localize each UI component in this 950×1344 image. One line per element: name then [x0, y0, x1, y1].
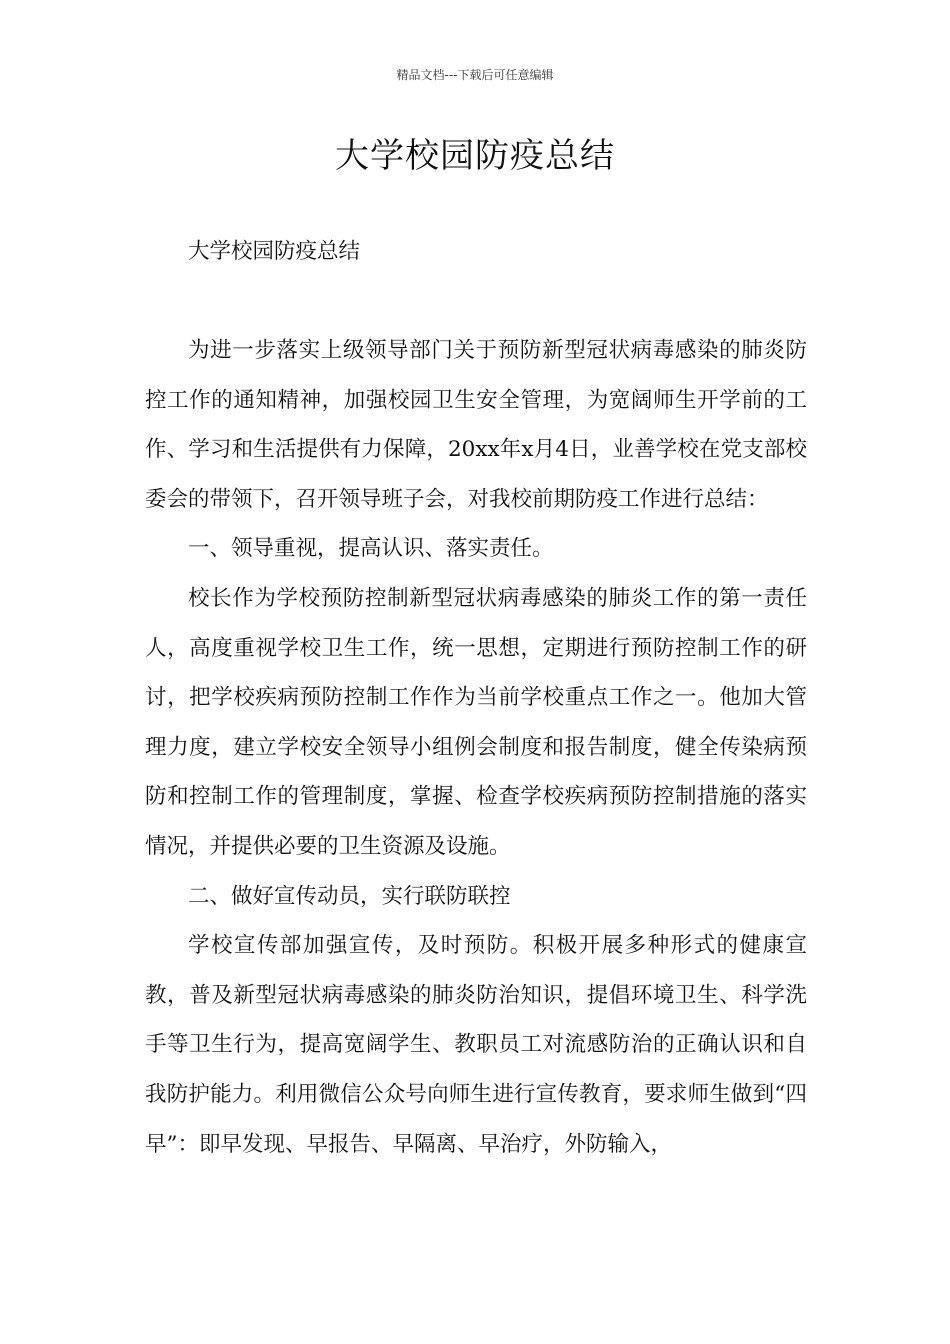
header-note: 精品文档---下载后可任意编辑 [396, 68, 554, 82]
document-body [145, 326, 807, 1169]
paragraph-intro: 为进一步落实上级领导部门关于预防新型冠状病毒感染的肺炎防控工作的通知精神，加强校园卫生安全管理，为宽阔师生开学前的工作、学习和生活提供有力保障，20xx年x月4日，业善学校在党支部校委会的带领下，召开领导班子会，对我校前期防疫工作进行总结： [145, 338, 807, 512]
paragraph-section-1: 校长作为学校预防控制新型冠状病毒感染的肺炎工作的第一责任人，高度重视学校卫生工作，统一思想，定期进行预防控制工作的研讨，把学校疾病预防控制工作作为当前学校重点工作之一。他加大管理力度，建立学校安全领导小组例会制度和报告制度，健全传染病预防和控制工作的管理制度，掌握、检查学校疾病预防控制措施的落实情况，并提供必要的卫生资源及设施。 [145, 585, 807, 859]
section-heading-2: 二、做好宣传动员，实行联防联控 [188, 883, 511, 909]
section-heading-1: 一、领导重视，提高认识、落实责任。 [188, 536, 554, 562]
subtitle-text: 大学校园防疫总结 [188, 239, 361, 264]
document-title: 大学校园防疫总结 [335, 136, 615, 176]
paragraph-section-2: 学校宣传部加强宣传，及时预防。积极开展多种形式的健康宣教，普及新型冠状病毒感染的肺炎防治知识，提倡环境卫生、科学洗手等卫生行为，提高宽阔学生、教职员工对流感防治的正确认识和自我防护能力。利用微信公众号向师生进行宣传教育，要求师生做到“四早”：即早发现、早报告、早隔离、早治疗，外防输入， [145, 933, 807, 1157]
document-subtitle [145, 227, 807, 277]
